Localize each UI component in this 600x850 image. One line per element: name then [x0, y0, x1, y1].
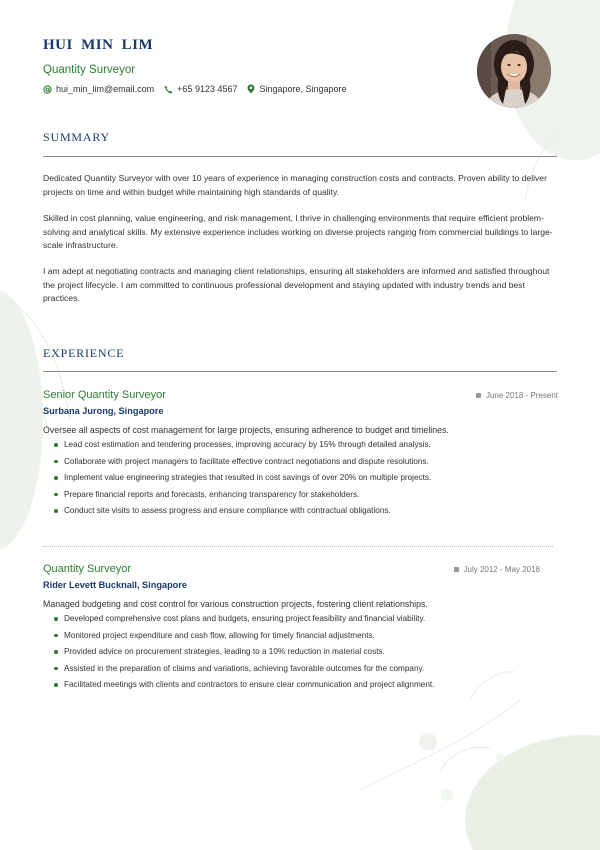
contact-info: [43, 84, 347, 94]
list-item: Lead cost estimation and tendering processes, improving accuracy by 15% through detailed analysis.: [43, 439, 431, 456]
decor-blob-bottom-right: [465, 735, 600, 850]
job-dates: [476, 391, 558, 400]
profile-photo: [477, 34, 551, 108]
list-item: Provided advice on procurement strategies, leading to a 10% reduction in material costs.: [43, 646, 434, 663]
job-bullet-list: [43, 439, 431, 522]
at-icon: [43, 85, 52, 94]
experience-divider: [43, 371, 557, 372]
job-description: Oversee all aspects of cost management for large projects, ensuring adherence to budget and timelines.: [43, 425, 449, 435]
decor-dot: [441, 789, 453, 801]
summary-divider: [43, 156, 557, 157]
list-item: Facilitated meetings with clients and contractors to ensure clear communication and project alignment.: [43, 679, 434, 696]
company-name: Rider Levett Bucknall, Singapore: [43, 580, 187, 590]
job-dates: [454, 565, 541, 574]
list-item: Assisted in the preparation of claims and variations, achieving favorable outcomes for the company.: [43, 663, 434, 680]
list-item: Prepare financial reports and forecasts, enhancing transparency for stakeholders.: [43, 489, 431, 506]
summary-paragraph: Skilled in cost planning, value engineering, and risk management, I thrive in challenging environments that require efficient problem-solving and analytical skills. My extensive experience includes working on diverse projects ranging from commercial buildings to large-scale infrastructure.: [43, 213, 553, 251]
decor-blob-left: [0, 290, 43, 550]
list-item: Monitored project expenditure and cash flow, allowing for timely financial adjustments.: [43, 630, 434, 647]
list-item: Implement value engineering strategies that resulted in cost savings of over 20% on multiple projects.: [43, 472, 431, 489]
job-dates-text: June 2018 - Present: [485, 391, 558, 400]
map-pin-icon: [247, 84, 255, 94]
contact-email[interactable]: [43, 84, 154, 94]
email-text: hui_min_lim@email.com: [56, 84, 155, 94]
decor-dot: [496, 753, 504, 761]
summary-paragraph: Dedicated Quantity Surveyor with over 10 years of experience in managing construction costs and contracts. Proven ability to deliver projects on time and within budget while maintaining high standards of quality.: [43, 173, 547, 197]
list-item: Collaborate with project managers to facilitate effective contract negotiations and dispute resolutions.: [43, 456, 431, 473]
job-dates-text: July 2012 - May 2018: [463, 565, 540, 574]
summary-paragraph: I am adept at negotiating contracts and managing client relationships, ensuring all stakeholders are informed and satisfied throughout the project lifecycle. I am committed to continuous professional development and staying updated with industry trends and best practices.: [43, 266, 550, 304]
calendar-icon: [476, 393, 481, 398]
phone-icon: [164, 85, 173, 94]
contact-location: [247, 84, 346, 94]
candidate-name: HUI MIN LIM: [43, 37, 154, 53]
summary-heading: SUMMARY: [43, 130, 110, 144]
decor-dot: [419, 733, 437, 751]
list-item: Conduct site visits to assess progress and ensure compliance with contractual obligations.: [43, 505, 431, 522]
list-item: Developed comprehensive cost plans and budgets, ensuring project feasibility and financial viability.: [43, 613, 434, 630]
job-title-headline: Quantity Surveyor: [43, 64, 136, 76]
job-bullet-list: [43, 613, 434, 696]
location-text: Singapore, Singapore: [259, 84, 347, 94]
phone-text: +65 9123 4567: [177, 84, 238, 94]
job-description: Managed budgeting and cost control for various construction projects, fostering client relationships.: [43, 599, 428, 609]
contact-phone[interactable]: [164, 84, 237, 94]
job-title: Quantity Surveyor: [43, 563, 132, 575]
job-separator: [43, 546, 553, 547]
calendar-icon: [454, 567, 459, 572]
experience-heading: EXPERIENCE: [43, 346, 125, 360]
job-title: Senior Quantity Surveyor: [43, 389, 166, 401]
company-name: Surbana Jurong, Singapore: [43, 406, 164, 416]
